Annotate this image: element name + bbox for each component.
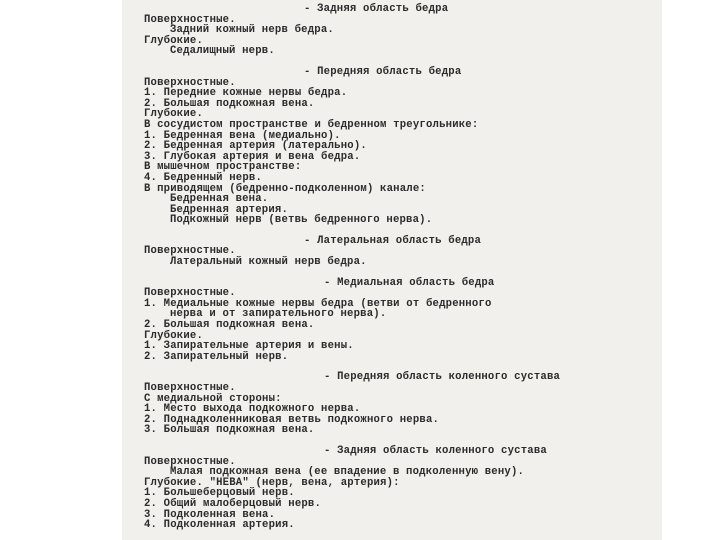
text-line: Задний кожный нерв бедра.: [170, 24, 334, 37]
section-heading: - Передняя область бедра: [304, 65, 462, 78]
text-line: Глубокие. "НЕВА" (нерв, вена, артерия):: [144, 476, 400, 489]
text-line: 1. Передние кожные нервы бедра.: [144, 87, 348, 100]
text-line: В приводящем (бедренно-подколенном) канале:: [144, 182, 426, 195]
section-heading: - Латеральная область бедра: [304, 234, 482, 247]
text-line: Поверхностные.: [144, 245, 236, 258]
text-line: Поверхностные.: [144, 382, 236, 394]
text-line: 4. Подколенная артерия.: [144, 519, 295, 532]
text-line: нерва и от запирательного нерва).: [170, 308, 387, 321]
text-line: Седалищный нерв.: [170, 45, 275, 58]
text-line: 1. Большеберцовый нерв.: [144, 487, 295, 500]
section-heading: - Задняя область коленного сустава: [324, 444, 547, 457]
text-line: 3. Глубокая артерия и вена бедра.: [144, 150, 361, 163]
text-line: С медиальной стороны:: [144, 392, 282, 405]
text-line: Глубокие.: [144, 108, 204, 121]
text-line: 3. Подколенная вена.: [144, 508, 276, 521]
text-line: Глубокие.: [144, 34, 204, 47]
section-heading: - Передняя область коленного сустава: [324, 371, 561, 384]
page-content: [122, 0, 662, 531]
scanned-page: [122, 0, 662, 540]
text-line: Поверхностные.: [144, 287, 236, 300]
text-line: 2. Запирательный нерв.: [144, 350, 289, 363]
text-line: Поверхностные.: [144, 76, 236, 89]
text-line: Бедренная вена.: [170, 193, 269, 206]
text-line: 1. Место выхода подкожного нерва.: [144, 403, 361, 416]
text-line: 1. Бедренная вена (медиально).: [144, 129, 341, 142]
section-heading: - Медиальная область бедра: [324, 276, 495, 289]
text-line: 1. Запирательные артерия и вены.: [144, 340, 354, 353]
text-line: Поверхностные.: [144, 13, 236, 26]
text-line: Бедренная артерия.: [170, 203, 289, 216]
text-line: Глубокие.: [144, 329, 204, 342]
text-line: 2. Общий малоберцовый нерв.: [144, 497, 322, 510]
text-line: 4. Бедренный нерв.: [144, 171, 263, 184]
text-line: 2. Большая подкожная вена.: [144, 97, 315, 110]
text-line: 3. Большая подкожная вена.: [144, 424, 315, 437]
section-heading: - Задняя область бедра: [304, 3, 449, 15]
text-line: В мышечном пространстве:: [144, 161, 302, 174]
text-line: 2. Большая подкожная вена.: [144, 319, 315, 332]
text-line: 1. Медиальные кожные нервы бедра (ветви от бедренного: [144, 297, 492, 310]
text-line: Подкожный нерв (ветвь бедренного нерва).: [170, 214, 433, 227]
text-line: 2. Бедренная артерия (латерально).: [144, 140, 367, 153]
text-line: Малая подкожная вена (ее впадение в подколенную вену).: [170, 466, 525, 479]
text-line: 2. Поднадколенниковая ветвь подкожного нерва.: [144, 413, 440, 426]
text-line: В сосудистом пространстве и бедренном треугольнике:: [144, 118, 479, 131]
text-line: Поверхностные.: [144, 455, 236, 468]
text-line: Латеральный кожный нерв бедра.: [170, 256, 367, 269]
